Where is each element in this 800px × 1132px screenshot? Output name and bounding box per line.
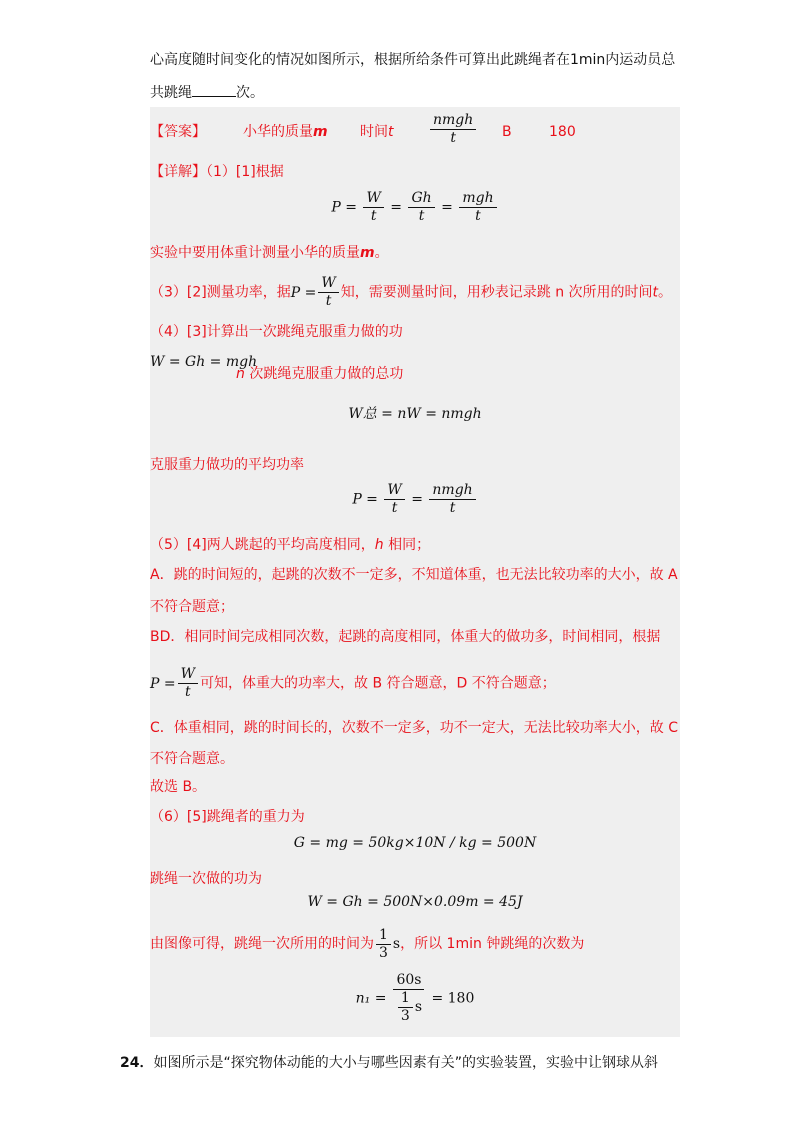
detail-line-5: n 次跳绳克服重力做的总功	[236, 366, 404, 382]
next-question	[120, 1053, 658, 1073]
intro-line-2-prefix: 共跳绳	[150, 85, 192, 101]
detail-line-8: （6）[5]跳绳者的重力为	[150, 809, 305, 825]
answer-3-fraction: $\frac{\text{nmgh}}{t}$	[430, 112, 476, 147]
detail-line-4: （4）[3]计算出一次跳绳克服重力做的功	[150, 324, 403, 340]
eq-work-one: W = Gh = mgh	[150, 354, 258, 370]
detail-line-1: 【详解】（1）[1]根据	[150, 164, 284, 180]
detail-label: 【详解】	[150, 164, 206, 180]
answer-3-formula	[428, 112, 478, 147]
eq-gravity: G = mg = 50kg×10N / kg = 500N	[293, 835, 537, 851]
eq-power-def: P = $\frac{W}{t}$ = $\frac{Gh}{t}$ = $\frac{\text{mgh}}{t}$	[150, 190, 680, 225]
detail-line-3: （3）[2]测量功率，据P = $\frac{W}{t}$ 知，需要测量时间，用秒表记录跳 n 次所用的时间t。	[150, 275, 673, 309]
eq-jump-count: n₁ = 60s $\frac{1}{3}$ s = 180	[355, 972, 475, 1024]
option-c-line-1: C．体重相同，跳的时间长的，次数不一定多，功不一定大，无法比较功率大小，故 C	[150, 720, 678, 736]
detail-line-10: 由图像可得，跳绳一次所用的时间为 $\frac{1}{3}$ s，所以 1min 钟跳绳的次数为	[150, 926, 585, 961]
answer-2: 时间t	[360, 124, 394, 140]
option-a-line-1: A．跳的时间短的，起跳的次数不一定多，不知道体重，也无法比较功率的大小，故 A	[150, 567, 678, 583]
option-a-line-2: 不符合题意；	[150, 599, 234, 615]
option-bd-line-2: P = $\frac{W}{t}$ 可知，体重大的功率大，故 B 符合题意，D 不符合题意；	[150, 666, 556, 700]
answer-5: 180	[549, 124, 576, 140]
question-text: 如图所示是“探究物体动能的大小与哪些因素有关”的实验装置，实验中让钢球从斜	[153, 1055, 658, 1071]
detail-line-9: 跳绳一次做的功为	[150, 871, 262, 887]
detail-line-2: 实验中要用体重计测量小华的质量m。	[150, 245, 389, 261]
detail-line-7: （5）[4]两人跳起的平均高度相同，h 相同；	[150, 537, 431, 553]
intro-line-2	[150, 82, 264, 103]
detail-line-6: 克服重力做功的平均功率	[150, 457, 304, 473]
eq-power-avg: P = $\frac{W}{t}$ = $\frac{\text{nmgh}}{t}$	[150, 482, 680, 517]
choose-line: 故选 B。	[150, 779, 207, 795]
eq-work-value: W = Gh = 500N×0.09m = 45J	[307, 894, 523, 910]
question-number: 24．	[120, 1055, 154, 1071]
answer-blank	[192, 82, 236, 97]
answer-label: 【答案】	[150, 124, 206, 140]
eq-work-total: W总 = nW = nmgh	[348, 406, 482, 422]
option-bd-line-1: BD．相同时间完成相同次数，起跳的高度相同，体重大的做功多，时间相同，根据	[150, 629, 661, 645]
option-c-line-2: 不符合题意。	[150, 751, 234, 767]
answer-1: 小华的质量m	[243, 124, 328, 140]
intro-line-2-suffix: 次。	[236, 85, 264, 101]
answer-4: B	[502, 124, 512, 140]
answer-row	[150, 122, 206, 142]
intro-line-1: 心高度随时间变化的情况如图所示，根据所给条件可算出此跳绳者在1min内运动员总	[150, 52, 676, 68]
